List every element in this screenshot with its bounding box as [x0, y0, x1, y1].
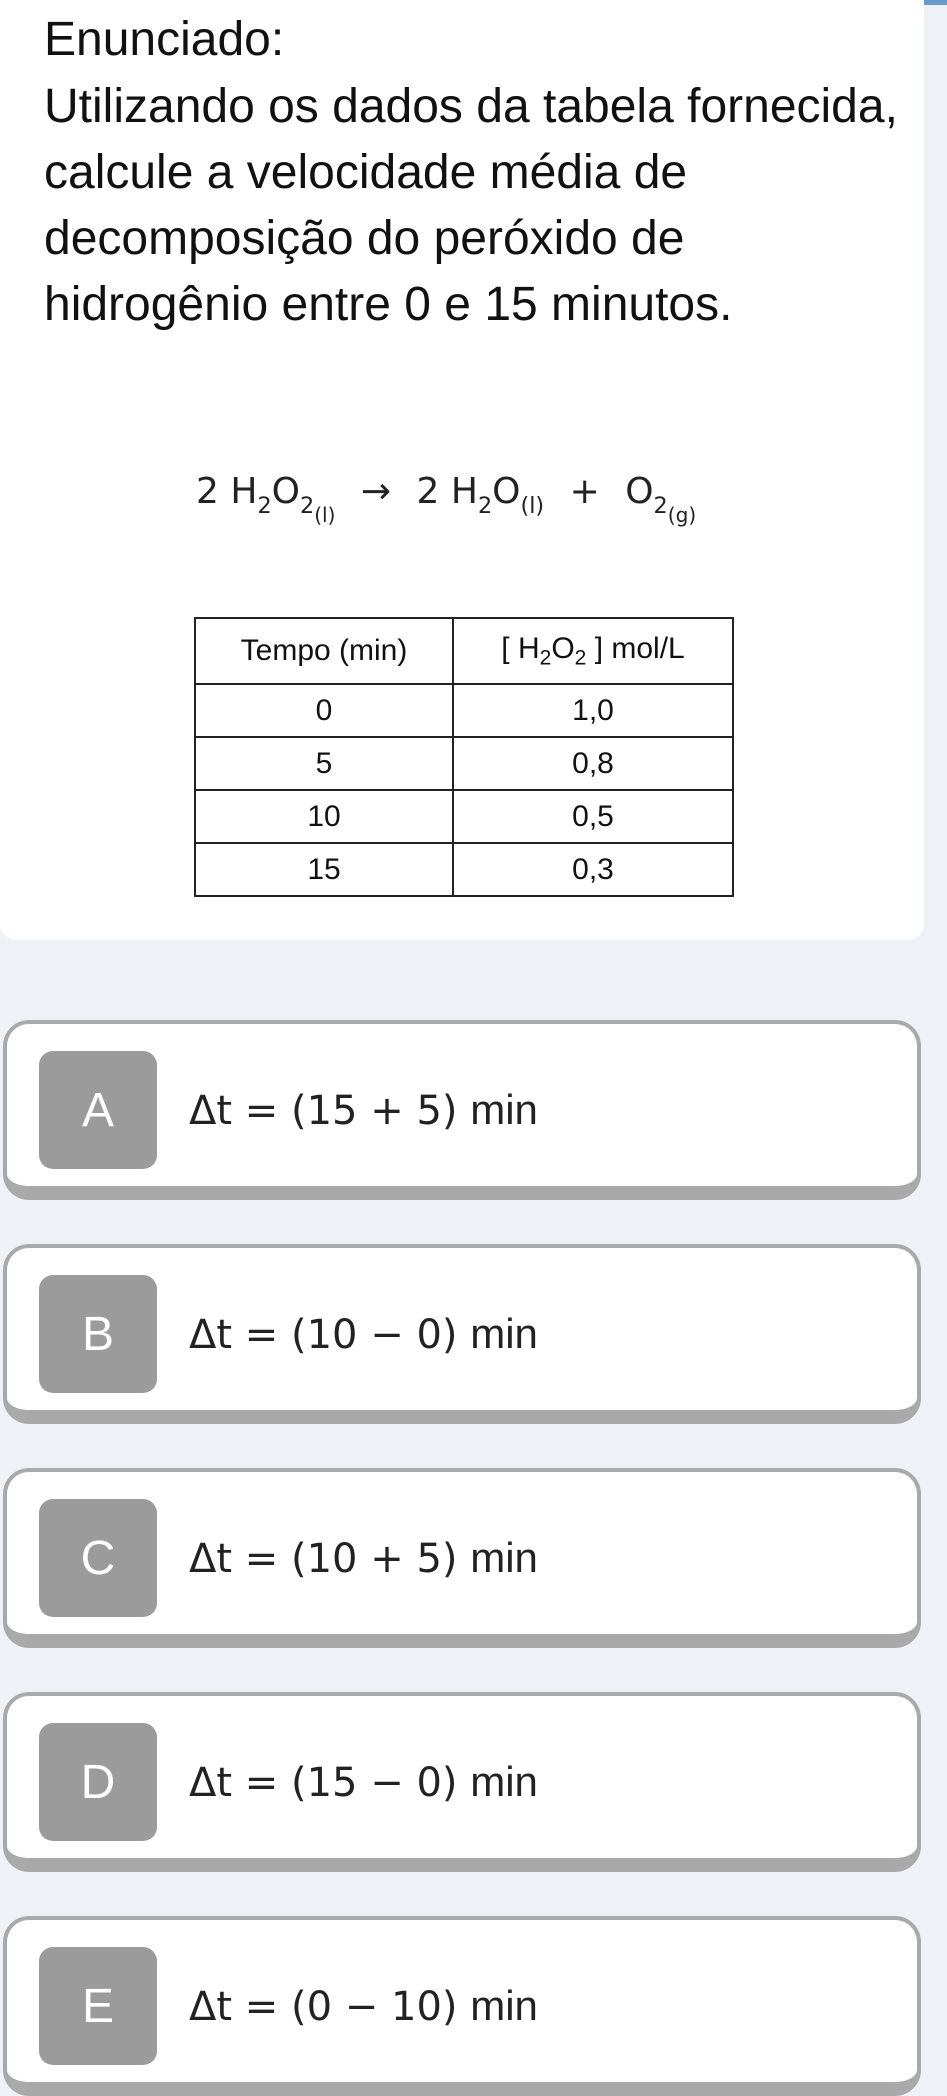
subscript: 2 [299, 493, 315, 520]
option-letter-badge: D [39, 1723, 157, 1841]
table-row [195, 790, 733, 843]
table-header-row [195, 618, 733, 684]
option-unit: min [470, 1086, 538, 1133]
concentration-cell: 0,8 [453, 737, 733, 790]
state-liquid: (l) [520, 493, 545, 520]
option-unit: min [470, 1758, 538, 1805]
species-subscript: 2 [574, 646, 587, 670]
option-e-button[interactable] [3, 1916, 921, 2096]
state-liquid: (l) [314, 503, 336, 528]
option-letter-badge: C [39, 1499, 157, 1617]
header-concentration [453, 618, 733, 684]
option-unit: min [470, 1982, 538, 2029]
option-expression: Δt = (0 − 10) [189, 1984, 471, 2030]
header-time: Tempo (min) [195, 618, 453, 684]
option-unit: min [470, 1534, 538, 1581]
subscript: 2 [257, 493, 272, 520]
subscript-with-state [653, 493, 697, 528]
option-text [189, 1080, 538, 1141]
state-gas: (g) [667, 503, 697, 528]
element-h: H [450, 471, 478, 512]
concentration-table [194, 617, 734, 897]
option-unit: min [470, 1310, 538, 1357]
table-row [195, 843, 733, 896]
time-cell: 10 [195, 790, 453, 843]
option-expression: Δt = (10 − 0) [189, 1312, 471, 1358]
option-c-button[interactable] [3, 1468, 921, 1648]
question-title: Enunciado: [44, 13, 285, 66]
option-expression: Δt = (15 + 5) [189, 1088, 471, 1134]
option-letter-badge: A [39, 1051, 157, 1169]
option-expression: Δt = (15 − 0) [189, 1760, 471, 1806]
table-row [195, 684, 733, 737]
time-cell: 5 [195, 737, 453, 790]
option-text [189, 1528, 538, 1589]
time-cell: 15 [195, 843, 453, 896]
option-d-button[interactable] [3, 1692, 921, 1872]
option-text [189, 1752, 538, 1813]
element-h: H [230, 471, 258, 512]
species-subscript: 2 [539, 646, 552, 670]
subscript: 2 [653, 493, 668, 520]
subscript: 2 [477, 493, 493, 520]
concentration-cell: 0,3 [453, 843, 733, 896]
species-o: O [551, 631, 575, 665]
concentration-cell: 1,0 [453, 684, 733, 737]
subscript-with-state [299, 493, 336, 528]
coefficient: 2 [196, 471, 219, 512]
plus: + [569, 471, 600, 512]
question-card [0, 0, 924, 940]
time-cell: 0 [195, 684, 453, 737]
bracket-open: [ [501, 631, 510, 665]
element-o: O [271, 471, 300, 512]
element-o: O [625, 471, 654, 512]
option-b-button[interactable] [3, 1244, 921, 1424]
option-text [189, 1976, 538, 2037]
table-row [195, 737, 733, 790]
chemical-equation [196, 462, 696, 545]
species-h: H [517, 631, 540, 665]
option-letter-badge: B [39, 1275, 157, 1393]
option-expression: Δt = (10 + 5) [189, 1536, 471, 1582]
bracket-close: ] [594, 631, 604, 665]
option-letter-badge: E [39, 1947, 157, 2065]
question-statement: Utilizando os dados da tabela fornecida, calcule a velocidade média de decomposição do peróxido de hidrogênio entre 0 e 15 minutos. [44, 80, 898, 331]
arrow: → [360, 471, 392, 512]
option-text [189, 1304, 538, 1365]
unit-label: mol/L [611, 631, 685, 665]
concentration-cell: 0,5 [453, 790, 733, 843]
option-a-button[interactable] [3, 1020, 921, 1200]
coefficient: 2 [416, 471, 440, 512]
element-o: O [492, 471, 521, 512]
